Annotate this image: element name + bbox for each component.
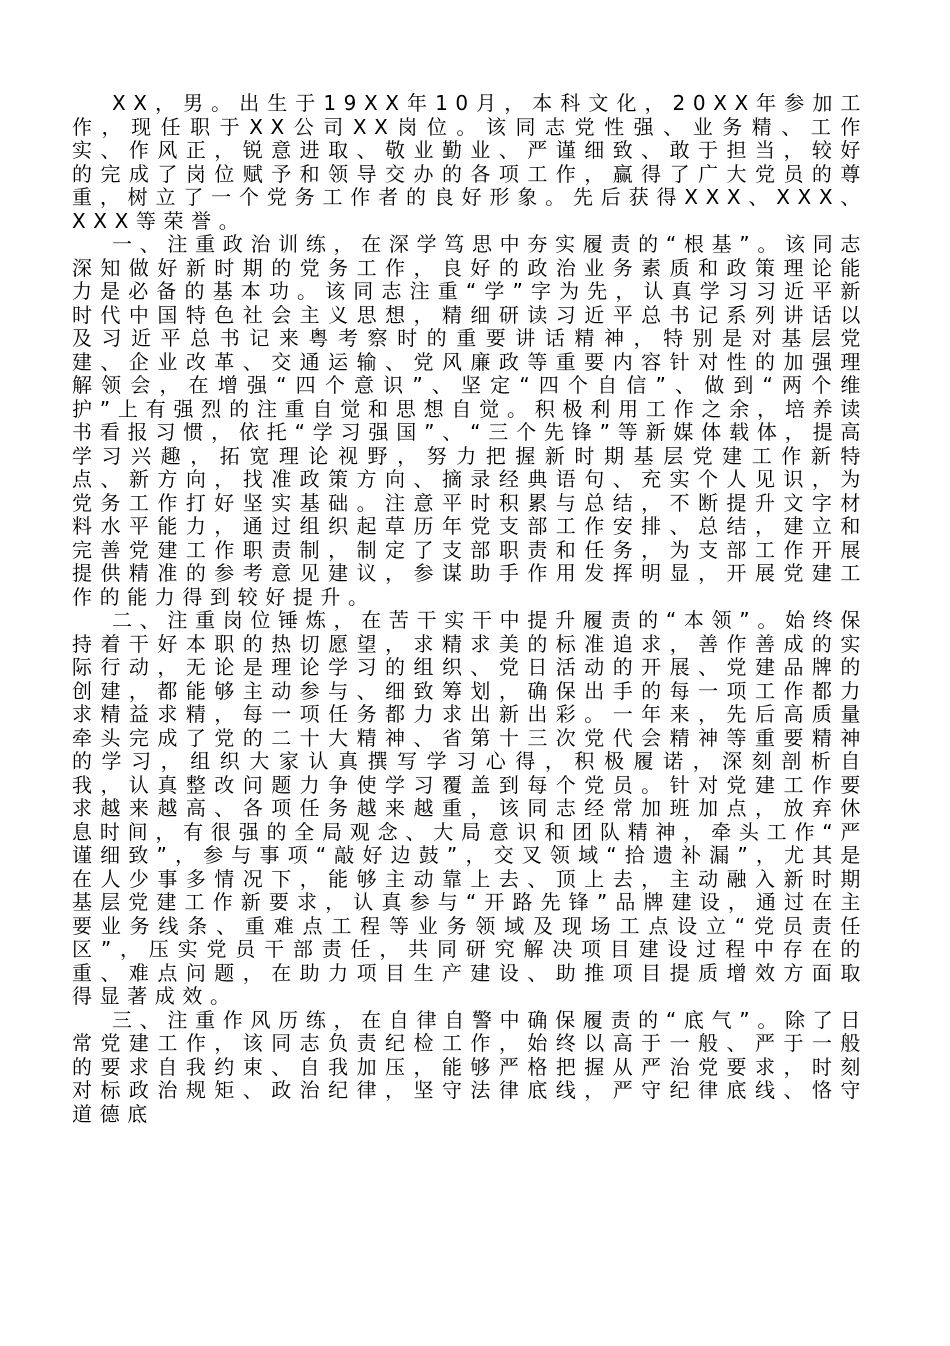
document-body (72, 92, 868, 1126)
paragraph-section-2: 二、注重岗位锤炼，在苦干实干中提升履责的“本领”。始终保持着干好本职的热切愿望，求精求美的标准追求，善作善成的实际行动，无论是理论学习的组织、党日活动的开展、党建品牌的创建，都能够主动参与、细致筹划，确保出手的每一项工作都力求精益求精，每一项任务都力求出新出彩。一年来，先后高质量牵头完成了党的二十大精神、省第十三次党代会精神等重要精神的学习，组织大家认真撰写学习心得，积极履诺，深刻剖析自我，认真整改问题力争使学习覆盖到每个党员。针对党建工作要求越来越高、各项任务越来越重，该同志经常加班加点，放弃休息时间，有很强的全局观念、大局意识和团队精神，牵头工作“严谨细致”，参与事项“敲好边鼓”，交叉领域“拾遗补漏”，尤其是在人少事多情况下，能够主动靠上去、顶上去，主动融入新时期基层党建工作新要求，认真参与“开路先锋”品牌建设，通过在主要业务线条、重难点工程等业务领域及现场工点设立“党员责任区”，压实党员干部责任，共同研究解决项目建设过程中存在的重、难点问题，在助力项目生产建设、助推项目提质增效方面取得显著成效。 (72, 608, 868, 1008)
paragraph-section-3: 三、注重作风历练，在自律自警中确保履责的“底气”。除了日常党建工作，该同志负责纪检工作，始终以高于一般、严于一般的要求自我约束、自我加压，能够严格把握从严治党要求，时刻对标政治规矩、政治纪律，坚守法律底线，严守纪律底线、恪守道德底 (72, 1007, 868, 1126)
paragraph-section-1: 一、注重政治训练，在深学笃思中夯实履责的“根基”。该同志深知做好新时期的党务工作，良好的政治业务素质和政策理论能力是必备的基本功。该同志注重“学”字为先，认真学习习近平新时代中国特色社会主义思想，精细研读习近平总书记系列讲话以及习近平总书记来粤考察时的重要讲话精神，特别是对基层党建、企业改革、交通运输、党风廉政等重要内容针对性的加强理解领会，在增强“四个意识”、坚定“四个自信”、做到“两个维护”上有强烈的注重自觉和思想自觉。积极利用工作之余，培养读书看报习惯，依托“学习强国”、“三个先锋”等新媒体载体，提高学习兴趣，拓宽理论视野，努力把握新时期基层党建工作新特点、新方向，找准政策方向、摘录经典语句、充实个人见识，为党务工作打好坚实基础。注意平时积累与总结，不断提升文字材料水平能力，通过组织起草历年党支部工作安排、总结，建立和完善党建工作职责制，制定了支部职责和任务，为支部工作开展提供精准的参考意见建议，参谋助手作用发挥明显，开展党建工作的能力得到较好提升。 (72, 232, 868, 609)
paragraph-intro: XX，男。出生于19XX年10月，本科文化，20XX年参加工作，现任职于XX公司XX岗位。该同志党性强、业务精、工作实、作风正，锐意进取、敬业勤业、严谨细致、敢于担当，较好的完成了岗位赋予和领导交办的各项工作，赢得了广大党员的尊重，树立了一个党务工作者的良好形象。先后获得XXX、XXX、XXX等荣誉。 (72, 91, 868, 233)
